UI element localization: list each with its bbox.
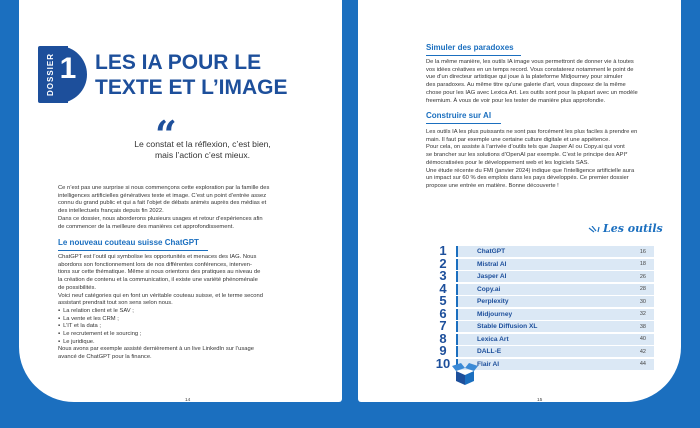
tool-page: 44	[639, 361, 646, 367]
tool-name: Copy.ai	[477, 285, 501, 293]
list-item: ▪ La vente et les CRM ;	[58, 316, 330, 324]
text-line: Voici neuf catégories qui en font un véritable couteau suisse, et le terme second	[58, 292, 263, 299]
pull-quote	[75, 139, 330, 161]
section-underline	[58, 250, 208, 251]
text-line: se brancher sur les solutions d’OpenAI par exemple. C’est le principe des API*	[426, 152, 628, 159]
text-line: démocratisées pour le développement web et les logiciels SAS.	[426, 159, 590, 166]
tool-name: Flair AI	[477, 360, 500, 368]
dossier-number: 1	[59, 52, 77, 85]
chatgpt-paragraph	[58, 254, 330, 362]
tool-number: 3	[439, 268, 447, 283]
table-row[interactable]	[432, 318, 652, 333]
section-title-construire: Construire sur AI	[426, 111, 492, 120]
open-box-icon	[452, 360, 478, 386]
intro-paragraph	[58, 185, 330, 231]
dossier-label: DOSSIER	[46, 52, 55, 96]
text-line: avancé de ChatGPT pour la finance.	[58, 354, 152, 361]
text-line: Les outils IA les plus puissants ne sont pas forcément les plus faciles à prendre en	[426, 129, 638, 135]
table-row[interactable]	[432, 305, 652, 321]
tool-number: 1	[439, 243, 447, 258]
text-line: la création de contenu et la communication, il existe une variété phénoménale	[58, 277, 258, 284]
tool-number: 7	[439, 318, 447, 333]
paradoxes-paragraph	[426, 59, 688, 105]
quote-line-2: mais l’action c’est mieux.	[154, 150, 251, 160]
tool-name: Stable Diffusion XL	[477, 323, 538, 330]
section-title-paradoxes: Simuler des paradoxes	[426, 43, 514, 52]
tool-name: Jasper AI	[477, 273, 507, 280]
construire-paragraph	[426, 129, 688, 191]
table-row[interactable]	[432, 268, 652, 283]
text-line: des intellectuels français depuis fin 2022.	[58, 208, 164, 215]
text-line: Dans ce dossier, nous aborderons plusieurs usages et retour d’expériences afin	[58, 215, 263, 222]
tool-page: 28	[639, 286, 646, 292]
text-line: ChatGPT est l’outil qui symbolise les opportunités et menaces des IAG. Nous	[58, 254, 257, 260]
tool-page: 38	[639, 323, 646, 330]
section-underline	[426, 123, 501, 124]
page-title	[95, 50, 325, 100]
tool-number: 5	[439, 293, 447, 308]
table-row[interactable]	[432, 255, 652, 271]
tool-page: 32	[639, 311, 646, 317]
tool-name: Perplexity	[477, 298, 509, 305]
page-gutter	[342, 0, 358, 428]
text-line: un impact sur 60 % des emplois dans les pays développés. Ce premier dossier	[426, 175, 629, 182]
tool-page: 26	[639, 273, 646, 280]
table-row[interactable]	[432, 280, 652, 296]
quote-mark-icon: “	[155, 112, 177, 157]
sparkle-icon	[588, 226, 602, 236]
tool-number: 9	[439, 343, 447, 358]
tool-page: 30	[639, 298, 646, 305]
section-underline	[426, 55, 521, 56]
tool-name: Lexica Art	[477, 335, 509, 343]
text-line: main. Il faut par exemple une certaine culture digitale et une appétence.	[426, 136, 611, 143]
list-item: ▪ L’IT et la data ;	[58, 323, 330, 331]
tool-number: 2	[439, 255, 447, 271]
text-line: de possibilités.	[58, 284, 97, 291]
tool-name: ChatGPT	[477, 248, 506, 255]
table-row[interactable]	[432, 330, 652, 346]
page-number-right: 15	[537, 398, 543, 403]
tools-heading: Les outils	[603, 222, 663, 235]
text-line: Ce n’est pas une surprise si nous commençons cette exploration par la famille des	[58, 185, 270, 191]
section-title-chatgpt: Le nouveau couteau suisse ChatGPT	[58, 238, 199, 247]
tool-number: 4	[439, 280, 447, 296]
text-line: abordons son fonctionnement lors de nos différentes conférences, interven-	[58, 261, 252, 268]
page-number-left: 14	[185, 398, 191, 403]
tools-table	[432, 243, 652, 371]
text-line: vos idées créatives en un temps record. Vous constaterez notamment le point de	[426, 66, 634, 73]
text-line: propose une entrée en matière. Bonne découverte !	[426, 182, 559, 189]
tool-name: Midjourney	[477, 310, 513, 318]
text-line: De la même manière, les outils IA image vous permettront de donner vie à toutes	[426, 59, 634, 65]
tool-number: 8	[439, 330, 447, 346]
text-line: intelligences artificielles génératives texte et image. C’est un point d’entrée assez	[58, 192, 267, 199]
tool-number: 6	[439, 305, 447, 321]
tool-page: 18	[639, 261, 646, 267]
quote-line-1: Le constat et la réflexion, c’est bien,	[134, 139, 271, 149]
text-line: Pour cela, on assiste à l’arrivée d’outils tels que Jasper AI ou Copy.ai qui vont	[426, 144, 625, 151]
list-item: ▪ La relation client et le SAV ;	[58, 308, 330, 316]
tool-page: 42	[639, 348, 646, 355]
text-line: des paradoxes. Au même titre qu’une galerie d’art, vous disposez de la même	[426, 82, 626, 89]
text-line: chose pour les IAG avec Lexica Art. Les outils sont pour la plupart avec un modèle	[426, 89, 638, 96]
table-row[interactable]	[432, 293, 652, 308]
text-line: vue d’un directeur artistique qui joue à la plateforme Midjourney pour simuler	[426, 74, 623, 81]
text-line: assistant prendrait tout son sens selon nous.	[58, 300, 173, 307]
tool-name: DALL-E	[477, 348, 502, 355]
tool-page: 16	[639, 248, 646, 255]
title-line-1: LES IA POUR LE	[95, 51, 262, 74]
table-row[interactable]	[432, 243, 652, 258]
tool-number: 10	[435, 355, 451, 371]
text-line: Nous avons par exemple assisté dernièrement à un live LinkedIn sur l’usage	[58, 346, 254, 353]
table-row[interactable]	[432, 343, 652, 358]
bullet-list	[58, 308, 330, 347]
text-line: connu du grand public et qui a fait l’objet de débats animés auprès des médias et	[58, 200, 267, 207]
tool-name: Mistral AI	[477, 260, 507, 268]
title-line-2: TEXTE ET L’IMAGE	[95, 76, 288, 99]
list-item: ▪ Le recrutement et le sourcing ;	[58, 331, 330, 339]
text-line: freemium. À vous de voir pour les tester de manière plus approfondie.	[426, 97, 606, 104]
text-line: tions sur cette thématique. Même si nous orientons des pratiques au niveau de	[58, 269, 261, 276]
tool-page: 40	[639, 336, 646, 342]
text-line: Une étude récente du FMI (janvier 2024) indique que l’intelligence artificielle aura	[426, 167, 635, 174]
list-item: ▪ Le juridique.	[58, 339, 330, 347]
text-line: de commencer de la meilleure des manières cet approfondissement.	[58, 223, 234, 230]
